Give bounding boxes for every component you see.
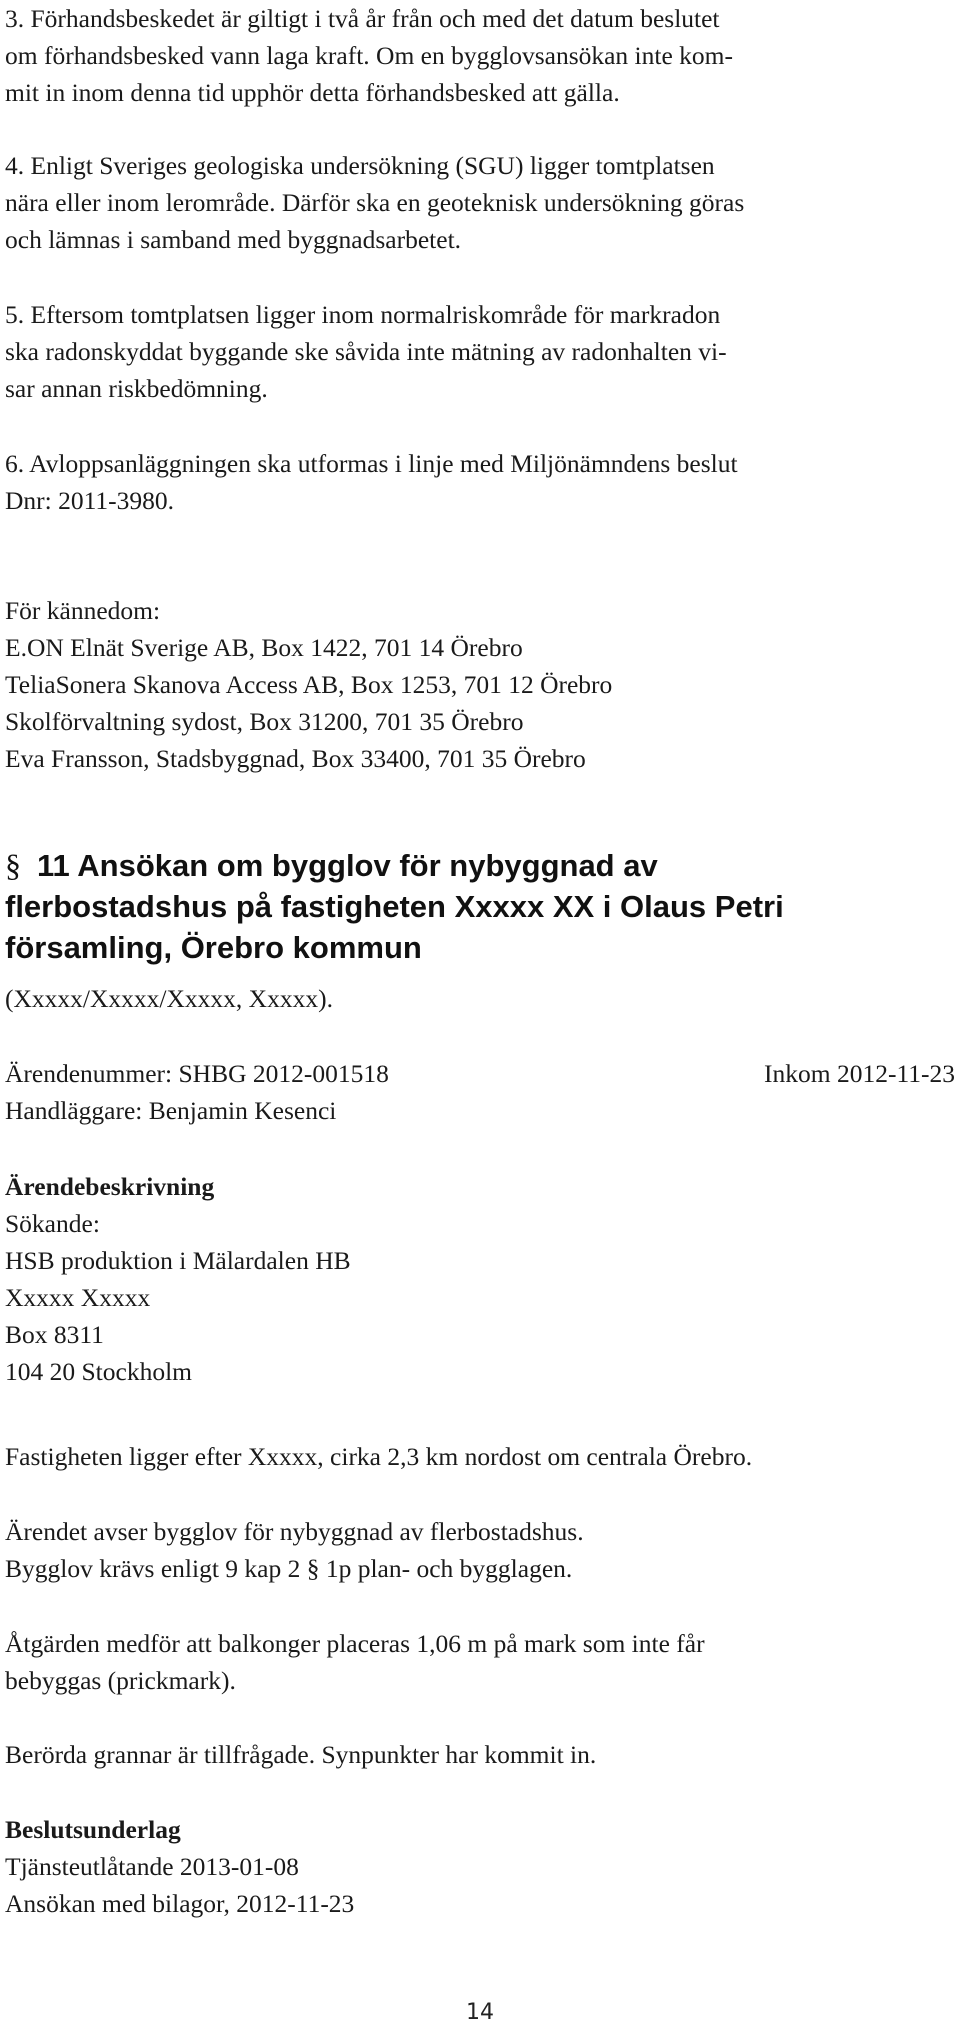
description-paragraph-1 bbox=[5, 1438, 955, 1475]
condition-line: 5. Eftersom tomtplatsen ligger inom normalriskområde för markradon bbox=[5, 300, 721, 329]
condition-line: 3. Förhandsbeskedet är giltigt i två år från och med det datum beslutet bbox=[5, 4, 720, 33]
condition-line: 4. Enligt Sveriges geologiska undersökning (SGU) ligger tomtplatsen bbox=[5, 151, 715, 180]
case-number-row bbox=[5, 1055, 955, 1092]
beslutsunderlag-item: Tjänsteutlåtande 2013-01-08 bbox=[5, 1852, 299, 1881]
for-kannedom-label: För kännedom: bbox=[5, 596, 161, 625]
sokande-line: 104 20 Stockholm bbox=[5, 1357, 193, 1386]
condition-line: och lämnas i samband med byggnadsarbetet. bbox=[5, 225, 462, 254]
condition-line: mit in inom denna tid upphör detta förhandsbesked att gälla. bbox=[5, 78, 620, 107]
for-kannedom-section bbox=[5, 592, 955, 777]
description-line: Berörda grannar är tillfrågade. Synpunkter har kommit in. bbox=[5, 1740, 597, 1769]
recipient: TeliaSonera Skanova Access AB, Box 1253, 701 12 Örebro bbox=[5, 670, 613, 699]
condition-3 bbox=[5, 0, 955, 111]
description-line: bebyggas (prickmark). bbox=[5, 1666, 236, 1695]
section-title-part: Ansökan om bygglov för nybyggnad av bbox=[77, 848, 658, 883]
section-heading bbox=[5, 845, 955, 968]
condition-line: nära eller inom lerområde. Därför ska en geoteknisk undersökning göras bbox=[5, 188, 745, 217]
condition-6 bbox=[5, 445, 955, 519]
description-paragraph-4 bbox=[5, 1736, 955, 1773]
section-title-line: församling, Örebro kommun bbox=[5, 930, 422, 965]
sokande-label: Sökande: bbox=[5, 1209, 100, 1238]
section-number: 11 bbox=[37, 848, 70, 883]
description-paragraph-2 bbox=[5, 1513, 955, 1587]
condition-line: 6. Avloppsanläggningen ska utformas i linje med Miljönämndens beslut bbox=[5, 449, 738, 478]
arendenummer: Ärendenummer: SHBG 2012-001518 bbox=[5, 1059, 389, 1088]
beslutsunderlag-heading: Beslutsunderlag bbox=[5, 1815, 181, 1844]
description-paragraph-3 bbox=[5, 1625, 955, 1699]
page-number: 14 bbox=[466, 2000, 494, 2025]
handlaggare-block bbox=[5, 1092, 955, 1129]
condition-line: ska radonskyddat byggande ske såvida inte mätning av radonhalten vi- bbox=[5, 337, 727, 366]
condition-line: om förhandsbesked vann laga kraft. Om en bygglovsansökan inte kom- bbox=[5, 41, 733, 70]
section-sign: § bbox=[5, 847, 21, 883]
recipient: Skolförvaltning sydost, Box 31200, 701 35 Örebro bbox=[5, 707, 524, 736]
sokande-line: HSB produktion i Mälardalen HB bbox=[5, 1246, 351, 1275]
beslutsunderlag-item: Ansökan med bilagor, 2012-11-23 bbox=[5, 1889, 355, 1918]
section-heading-line-1 bbox=[5, 845, 955, 886]
description-line: Ärendet avser bygglov för nybyggnad av flerbostadshus. bbox=[5, 1517, 584, 1546]
handlaggare: Handläggare: Benjamin Kesenci bbox=[5, 1096, 337, 1125]
arendebeskrivning-section bbox=[5, 1168, 955, 1390]
recipient: Eva Fransson, Stadsbyggnad, Box 33400, 701 35 Örebro bbox=[5, 744, 586, 773]
description-line: Åtgärden medför att balkonger placeras 1,06 m på mark som inte får bbox=[5, 1629, 705, 1658]
condition-line: sar annan riskbedömning. bbox=[5, 374, 268, 403]
arendebeskrivning-heading: Ärendebeskrivning bbox=[5, 1172, 215, 1201]
description-line: Fastigheten ligger efter Xxxxx, cirka 2,3 km nordost om centrala Örebro. bbox=[5, 1442, 753, 1471]
description-line: Bygglov krävs enligt 9 kap 2 § 1p plan- och bygglagen. bbox=[5, 1554, 573, 1583]
sokande-line: Xxxxx Xxxxx bbox=[5, 1283, 151, 1312]
inkom-date: Inkom 2012-11-23 bbox=[764, 1059, 955, 1088]
section-subtitle-block bbox=[5, 980, 955, 1017]
condition-5 bbox=[5, 296, 955, 407]
section-subtitle: (Xxxxx/Xxxxx/Xxxxx, Xxxxx). bbox=[5, 984, 333, 1013]
sokande-line: Box 8311 bbox=[5, 1320, 104, 1349]
recipient: E.ON Elnät Sverige AB, Box 1422, 701 14 Örebro bbox=[5, 633, 523, 662]
condition-4 bbox=[5, 147, 955, 258]
beslutsunderlag-section bbox=[5, 1811, 955, 1922]
condition-line: Dnr: 2011-3980. bbox=[5, 486, 175, 515]
section-title-line: flerbostadshus på fastigheten Xxxxx XX i Olaus Petri bbox=[5, 889, 784, 924]
